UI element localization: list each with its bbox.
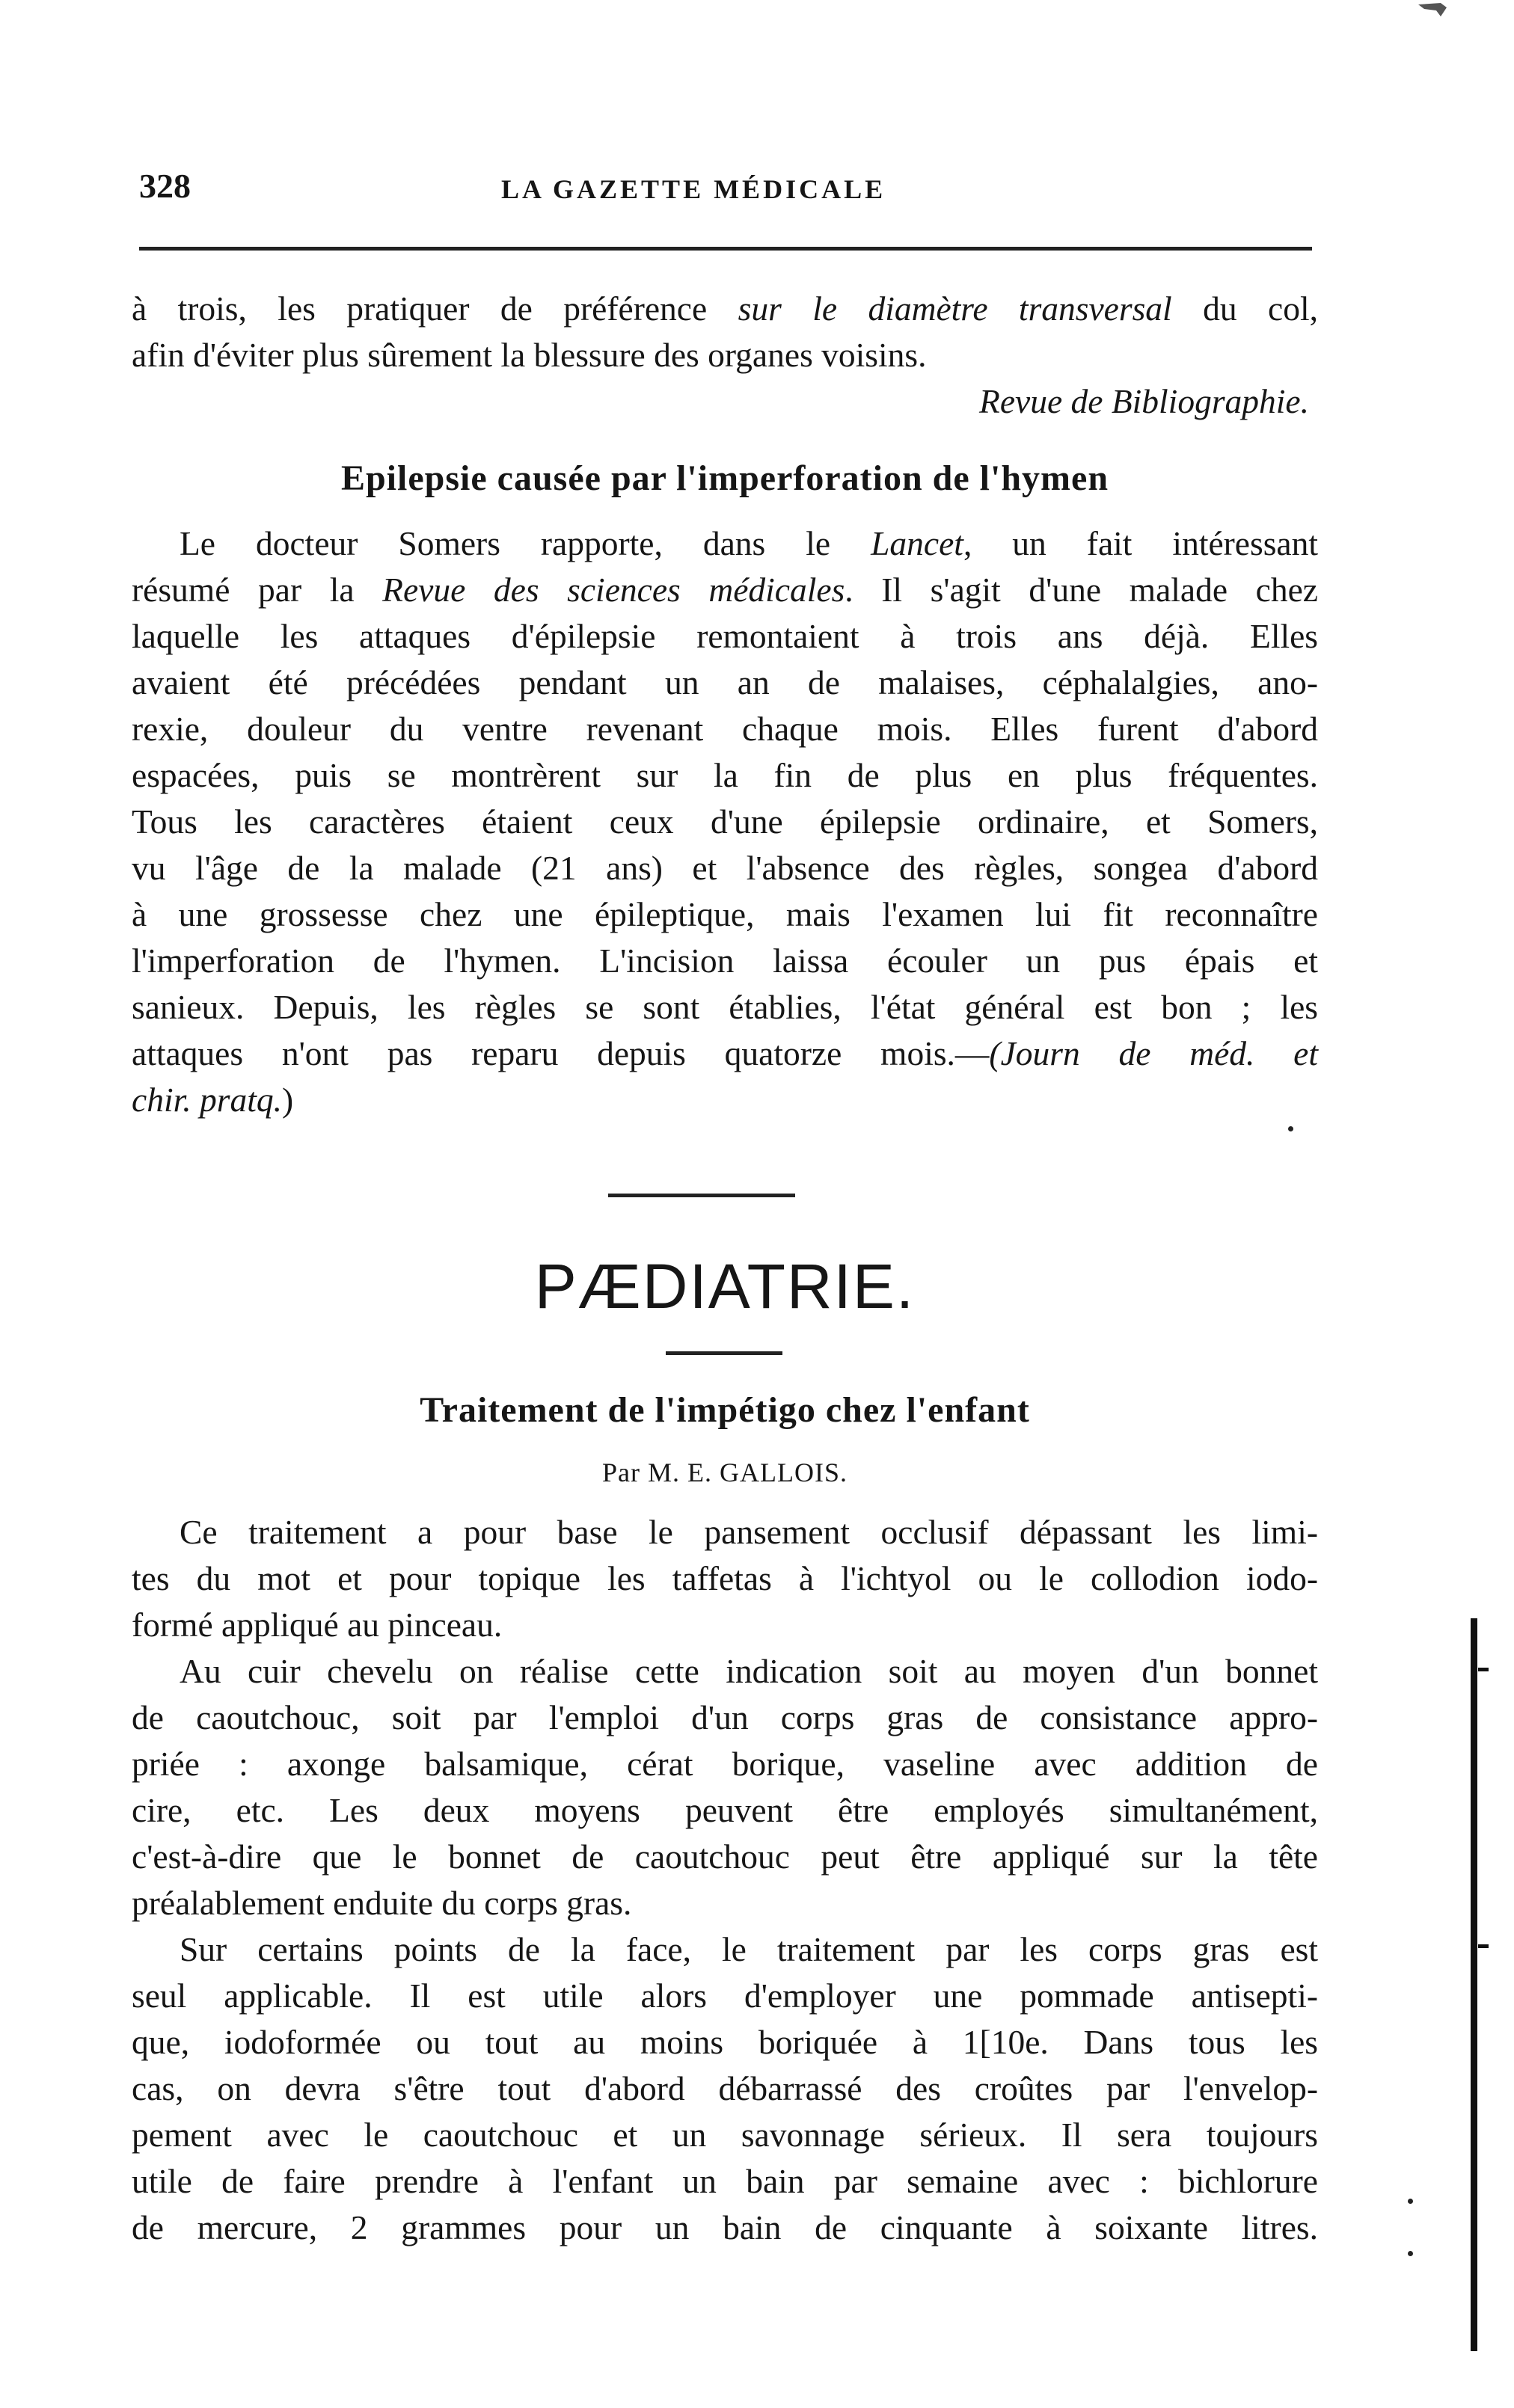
article2-line: vu l'âge de la malade (21 ans) et l'absence des règles, songea d'abord <box>132 849 1318 887</box>
article1-end <box>132 286 1318 425</box>
margin-tick <box>1478 1944 1489 1948</box>
article3-line: cas, on devra s'être tout d'abord débarrassé des croûtes par l'envelop- <box>132 2069 1318 2107</box>
text-run: Le docteur Somers rapporte, dans le <box>180 524 871 562</box>
article3-line: de caoutchouc, soit par l'emploi d'un corps gras de consistance appro- <box>132 1698 1318 1736</box>
article3-line: formé appliqué au pinceau. <box>132 1606 503 1644</box>
article3-line: pement avec le caoutchouc et un savonnage sérieux. Il sera toujours <box>132 2116 1318 2154</box>
stray-dot <box>1288 1126 1293 1131</box>
text-run: ) <box>281 1081 294 1119</box>
source-citation: Revue de Bibliographie. <box>979 382 1309 420</box>
article2-line <box>132 520 1318 567</box>
article1-line <box>132 332 1318 378</box>
article2-line: sanieux. Depuis, les règles se sont établies, l'état général est bon ; les <box>132 988 1318 1026</box>
text-run: afin d'éviter plus sûrement la blessure des organes voisins. <box>132 336 927 374</box>
margin-tick <box>1478 1668 1489 1671</box>
text-run: . Il s'agit d'une malade chez <box>845 571 1318 609</box>
article3-byline: Par M. E. GALLOIS. <box>602 1458 848 1487</box>
section-rule-top <box>608 1194 795 1197</box>
article3-line: que, iodoformée ou tout au moins boriquée à 1[10e. Dans tous les <box>132 2023 1318 2061</box>
article3-line: c'est-à-dire que le bonnet de caoutchouc peut être appliqué sur la tête <box>132 1837 1318 1876</box>
article3-line: Ce traitement a pour base le pansement occlusif dépassant les limi- <box>180 1513 1318 1551</box>
article2-title: Epilepsie causée par l'imperforation de l'hymen <box>340 458 1109 498</box>
article3-line: préalablement enduite du corps gras. <box>132 1884 632 1922</box>
article3-title: Traitement de l'impétigo chez l'enfant <box>420 1390 1030 1430</box>
corner-scan-mark <box>1418 0 1448 18</box>
article2-line: avaient été précédées pendant un an de malaises, céphalalgies, ano- <box>132 663 1318 701</box>
margin-dot <box>1408 2251 1413 2256</box>
section-title: PÆDIATRIE. <box>534 1251 916 1321</box>
article2-line: Tous les caractères étaient ceux d'une épilepsie ordinaire, et Somers, <box>132 802 1318 841</box>
italic-run: chir. pratq. <box>132 1081 282 1119</box>
article3-line: priée : axonge balsamique, cérat borique, vaseline avec addition de <box>132 1745 1318 1783</box>
article2-line: espacées, puis se montrèrent sur la fin de plus en plus fréquentes. <box>132 756 1318 794</box>
page-number: 328 <box>139 167 191 205</box>
text-run: du col, <box>1171 289 1318 328</box>
article2-line <box>132 567 1318 613</box>
italic-run: (Journ de méd. et <box>989 1034 1318 1072</box>
article3-line: de mercure, 2 grammes pour un bain de cinquante à soixante litres. <box>132 2208 1318 2246</box>
article3-body <box>132 1509 1318 2251</box>
article2-line: laquelle les attaques d'épilepsie remontaient à trois ans déjà. Elles <box>132 617 1318 655</box>
article2-body <box>132 520 1318 1123</box>
article1-source <box>132 378 1318 425</box>
header-rule <box>139 247 1312 251</box>
italic-run: Lancet <box>871 524 963 562</box>
article3-line: utile de faire prendre à l'enfant un bain par semaine avec : bichlorure <box>132 2162 1318 2200</box>
article1-line <box>132 286 1318 332</box>
text-run: à trois, les pratiquer de préférence <box>132 289 738 328</box>
text-run: résumé par la <box>132 571 383 609</box>
article3-line: seul applicable. Il est utile alors d'employer une pommade antisepti- <box>132 1977 1318 2015</box>
article2-line <box>132 1031 1318 1077</box>
article2-line <box>132 1077 1318 1123</box>
article3-line: Sur certains points de la face, le traitement par les corps gras est <box>180 1930 1318 1968</box>
section-rule-bottom <box>666 1351 782 1355</box>
italic-run: sur le diamètre transversal <box>738 289 1172 328</box>
article2-line: l'imperforation de l'hymen. L'incision laissa écouler un pus épais et <box>132 942 1318 980</box>
article2-line: à une grossesse chez une épileptique, mais l'examen lui fit reconnaître <box>132 895 1318 933</box>
article3-line: cire, etc. Les deux moyens peuvent être employés simultanément, <box>132 1791 1318 1829</box>
margin-dot <box>1408 2199 1413 2204</box>
article3-line: tes du mot et pour topique les taffetas à l'ichtyol ou le collodion iodo- <box>132 1559 1318 1597</box>
text-run: attaques n'ont pas reparu depuis quatorze mois.— <box>132 1034 990 1072</box>
italic-run: Revue des sciences médicales <box>382 571 845 609</box>
text-run: , un fait intéressant <box>963 524 1318 562</box>
margin-scan-bar <box>1471 1618 1477 2351</box>
running-head: LA GAZETTE MÉDICALE <box>501 174 886 204</box>
article3-line: Au cuir chevelu on réalise cette indication soit au moyen d'un bonnet <box>180 1652 1318 1690</box>
article2-line: rexie, douleur du ventre revenant chaque mois. Elles furent d'abord <box>132 710 1318 748</box>
